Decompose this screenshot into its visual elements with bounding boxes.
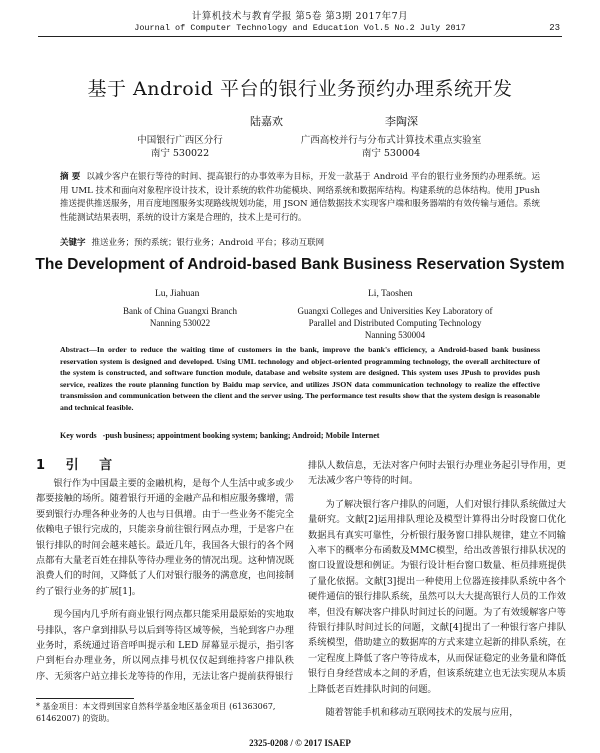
- page-footer: 2325-0208 / © 2017 ISAEP: [249, 738, 351, 748]
- affiliation-line: Nanning 530022: [149, 318, 211, 328]
- abstract-text-cn: 以减少客户在银行等待的时间、提高银行的办事效率为目标，开发一款基于 Android 平台的银行业务预约办理系统。运用 UML 技术和面向对象程序设计技术，设计系统的软件功能模块、网络系统和数据库结构。构建系统的总体结构。使用 JPush 推送提供推送服务，用百度地图服务实现路线规划功能，用 JSON 通信数据技术实现客户端和服务器端的有效传输与通信。系统性能测试结果表明，系统的设计方案是合理的，技术上是可行的。: [60, 172, 540, 223]
- affiliation-en-1: [95, 305, 265, 329]
- author-en-1: Lu, Jiahuan: [155, 289, 200, 299]
- keywords-cn: [60, 236, 540, 248]
- abstract-label-cn: 摘 要: [60, 172, 81, 182]
- affiliation-line: Bank of China Guangxi Branch: [123, 306, 237, 316]
- author-cn-1: 陆嘉欢: [250, 115, 283, 128]
- body-column-right: [308, 458, 566, 721]
- body-paragraph: 银行作为中国最主要的金融机构，是每个人生活中或多或少都要接触的场所。随着银行开通的金融产品和相应服务骤增，需要到银行办理各种业务的人也与日俱增。由于一些业务不能完全依赖电子银行完成的，只能亲身前往银行网点办理，于是客户在银行排队的时间会越来越长。最近几年，我国各大银行的各个网点都有大量老百姓在排队等待办理业务的情况出现。这种情况既浪费人们的时间，又降低了人们对银行服务的满意度，也间接制约了银行业务的扩展[1]。: [36, 478, 294, 597]
- body-paragraph: 排队人数信息，无法对客户何时去银行办理业务起引导作用，更无法减少客户等待的时间。: [308, 460, 566, 487]
- author-en-2: Li, Taoshen: [368, 289, 413, 299]
- affiliation-cn-2: [262, 134, 520, 160]
- affiliation-cn-1: [100, 134, 260, 160]
- affiliation-en-2: [260, 305, 530, 341]
- keywords-label-en: Key words: [60, 431, 97, 440]
- journal-header-cn: 计算机技术与教育学报 第5卷 第3期 2017年7月: [191, 11, 409, 22]
- affiliation-line: Nanning 530004: [364, 330, 426, 340]
- author-cn-2: 李陶深: [385, 115, 418, 128]
- affiliation-org: 中国银行广西区分行: [137, 135, 223, 146]
- footnote-rule: [36, 698, 134, 699]
- paper-title-cn: 基于 Android 平台的银行业务预约办理系统开发: [87, 78, 513, 100]
- funding-footnote: * 基金项目：本文得到国家自然科学基金地区基金项目 (61363067, 61462007) 的资助。: [36, 702, 276, 723]
- keywords-text-cn: 推送业务；预约系统；银行业务；Android 平台；移动互联网: [91, 238, 325, 248]
- affiliation-line: Guangxi Colleges and Universities Key Laboratory of: [297, 306, 493, 316]
- section-heading: 1 引 言: [36, 458, 121, 473]
- abstract-text-en: In order to reduce the waiting time of customers in the bank, improve the bank's efficiency, a Android-based bank business reservation system is designed and developed. Using UML technology and object-oriented programming technology, the overall architecture of the system is constructed, and software function module, database and website system are designed. This system uses JPush to provides push service, realizes the route planning function by Baidu map service, and utilizes JSON data communication technology to realize the effective transmission and communication between the client and the server using. The performance test results show that the system design is reasonable and technical feasible.: [60, 345, 540, 412]
- body-paragraph: 随着智能手机和移动互联网技术的发展与应用，: [325, 707, 519, 719]
- affiliation-line: Parallel and Distributed Computing Technology: [308, 318, 482, 328]
- header-rule: [38, 36, 562, 37]
- abstract-label-en: Abstract—: [60, 345, 97, 354]
- body-column-left: [36, 476, 294, 684]
- body-paragraph: 现今国内几乎所有商业银行网点都只能采用最原始的实地取号排队，客户拿到排队号以后到等待区域等候，当轮到客户办理业务时，系统通过语音呼叫提示和 LED 屏幕显示提示，指引客户到柜台办理业务，所以网点排号机仅仅起到维持客户排队秩序、无须客户站立排长龙等待的作用，无法让客户提前获得银行: [36, 609, 294, 682]
- keywords-label-cn: 关键字: [60, 238, 86, 248]
- affiliation-city: 南宁 530004: [361, 148, 421, 159]
- keywords-text-en: -push business; appointment booking system; banking; Android; Mobile Internet: [102, 431, 380, 440]
- page-number: 23: [549, 23, 560, 33]
- affiliation-city: 南宁 530022: [150, 148, 210, 159]
- journal-header-en: Journal of Computer Technology and Education Vol.5 No.2 July 2017: [134, 23, 466, 33]
- body-paragraph: 为了解决银行客户排队的问题，人们对银行排队系统做过大量研究。文献[2]运用排队理论及模型计算得出分时段窗口优化数据具有真实可靠性，分析银行服务窗口排队规律，建立不同输入率下的概率分布函数及MMC模型，给出改善银行排队状况的窗口设置设想和例证。为银行设计柜台窗口数量、柜员排班提供了量化依据。文献[3]提出一种使用上位器连接排队系统中各个硬件通信的银行排队系统，虽然可以大大提高银行人员的工作效率，但没有解决客户排队时间过长的问题。为了有效缓解客户等待银行排队时间过长的问题，文献[4]提出了一种银行客户排队系统模型，借助建立的数据库的方式来建立起新的排队系统，在一定程度上降低了客户等待成本，从而保证稳定的业务量和降低银行自身经营成本之间的矛盾，但该系统建立也无法实现从本质上降低老百姓排队时间的问题。: [308, 498, 566, 695]
- keywords-en: [60, 431, 540, 440]
- abstract-en: [60, 344, 540, 414]
- abstract-cn: [60, 171, 540, 225]
- affiliation-org: 广西高校并行与分布式计算技术重点实验室: [300, 135, 482, 146]
- paper-title-en: The Development of Android-based Bank Business Reservation System: [35, 256, 565, 273]
